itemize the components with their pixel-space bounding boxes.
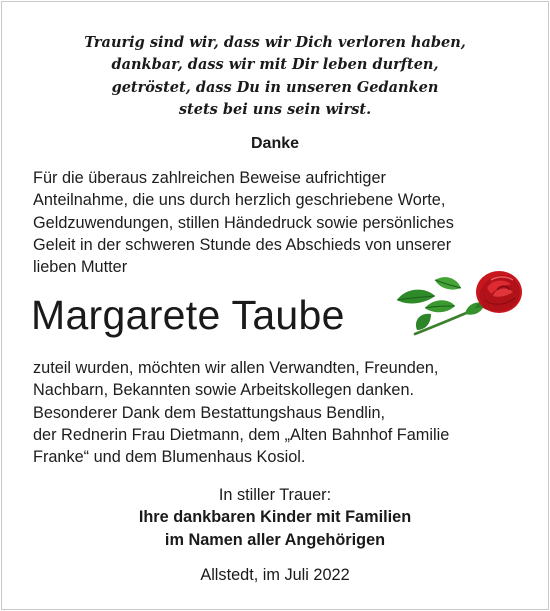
thanks-paragraph-1 xyxy=(33,167,454,278)
text-line: Für die überaus zahlreichen Beweise aufrichtiger xyxy=(33,169,386,187)
poem-line: Traurig sind wir, dass wir Dich verloren haben, xyxy=(84,34,466,51)
mourners-intro: In stiller Trauer: xyxy=(218,486,332,504)
thanks-heading: Danke xyxy=(250,135,300,152)
text-line: lieben Mutter xyxy=(33,258,128,277)
text-line: der Rednerin Frau Dietmann, dem „Alten Bahnhof Familie xyxy=(33,425,450,444)
poem-verse xyxy=(0,32,550,121)
poem-line: getröstet, dass Du in unseren Gedanken xyxy=(111,78,439,96)
mourners-block xyxy=(0,484,550,551)
red-rose-icon xyxy=(395,270,525,340)
poem-line: dankbar, dass wir mit Dir leben durften, xyxy=(111,56,439,74)
thanks-paragraph-2 xyxy=(33,357,449,468)
deceased-name: Margarete Taube xyxy=(31,292,345,338)
text-line: Anteilnahme, die uns durch herzlich geschriebene Worte, xyxy=(33,191,446,210)
mourners-relatives: im Namen aller Angehörigen xyxy=(164,530,386,549)
text-line: Geldzuwendungen, stillen Händedruck sowie persönliches xyxy=(33,213,454,232)
text-line: Besonderer Dank dem Bestattungshaus Bendlin, xyxy=(33,403,386,422)
text-line: Franke“ und dem Blumenhaus Kosiol. xyxy=(33,448,306,467)
text-line: Geleit in der schweren Stunde des Abschieds von unserer xyxy=(33,235,452,254)
mourners-family: Ihre dankbaren Kinder mit Familien xyxy=(138,508,412,527)
place-date: Allstedt, im Juli 2022 xyxy=(200,566,350,584)
text-line: Nachbarn, Bekannten sowie Arbeitskollegen danken. xyxy=(33,381,415,400)
poem-line: stets bei uns sein wirst. xyxy=(178,100,372,118)
text-line: zuteil wurden, möchten wir allen Verwandten, Freunden, xyxy=(33,359,439,377)
